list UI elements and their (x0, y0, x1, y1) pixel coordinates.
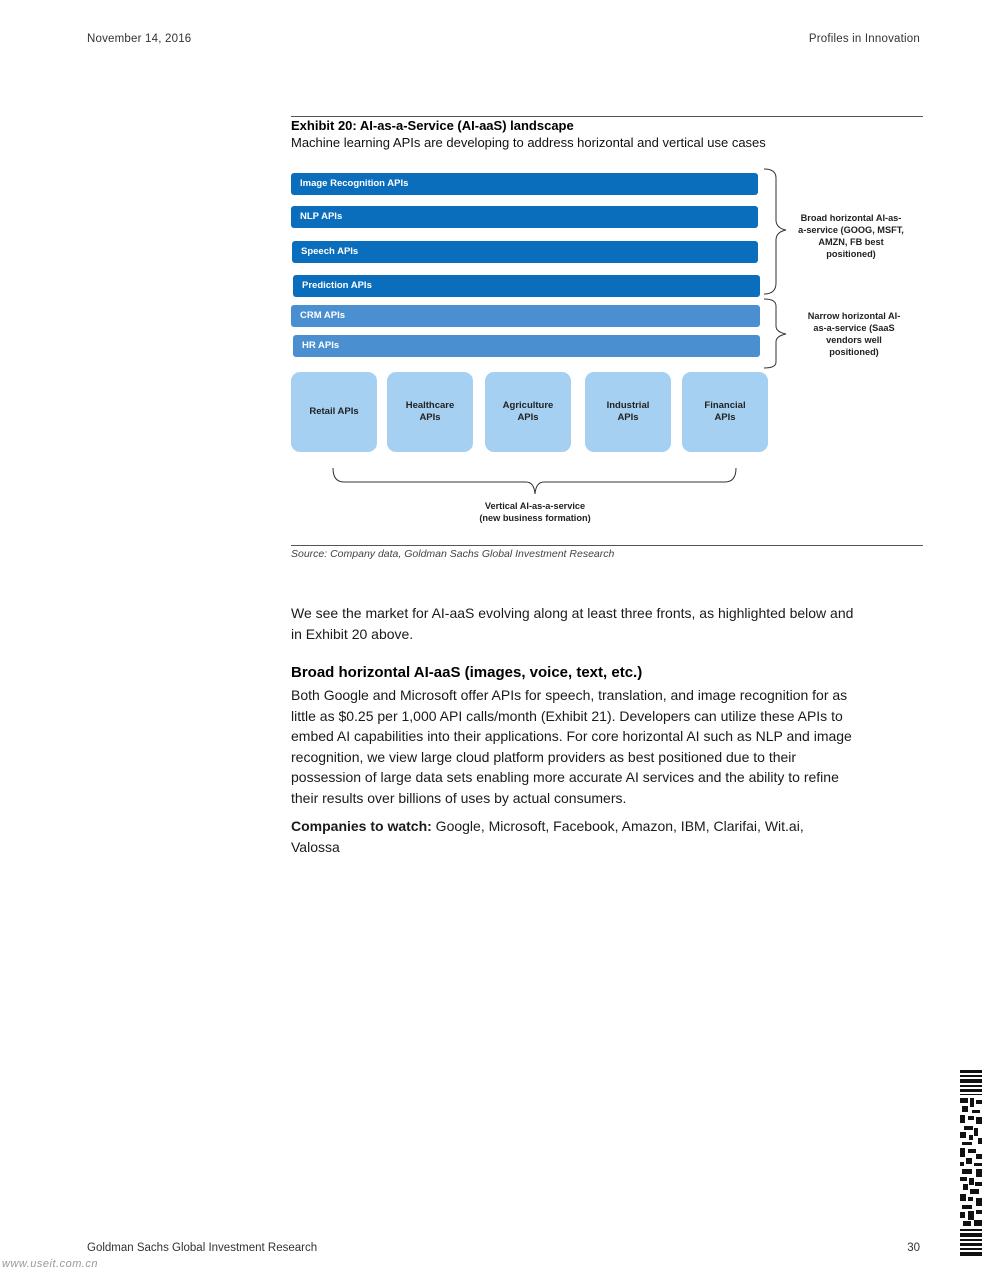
vertical-box-line: Agriculture (502, 399, 554, 411)
body-line: little as $0.25 per 1,000 API calls/month (Exhibit 21). Developers can utilize these APIs to (291, 707, 843, 724)
companies-to-watch (291, 816, 923, 857)
narrow-label-line: vendors well (826, 335, 882, 345)
vertical-box-line: APIs (517, 412, 539, 423)
broad-horizontal-label (787, 212, 915, 260)
companies-list: Google, Microsoft, Facebook, Amazon, IBM, Clarifai, Wit.ai, (431, 818, 804, 834)
exhibit-bottom-rule (291, 545, 923, 546)
vertical-brace-svg (330, 466, 740, 496)
broad-label-line: AMZN, FB best (818, 237, 884, 247)
header-series: Profiles in Innovation (808, 33, 920, 45)
vertical-brace (333, 468, 736, 494)
header-date: November 14, 2016 (87, 33, 192, 45)
exhibit-source: Source: Company data, Goldman Sachs Global Investment Research (291, 548, 615, 560)
narrow-label-line: Narrow horizontal AI- (807, 311, 901, 321)
narrow-brace (764, 299, 786, 368)
vertical-box-industrial (585, 372, 671, 452)
barcode-graphic (960, 1070, 982, 1256)
vertical-box-agriculture (485, 372, 571, 452)
companies-label: Companies to watch: (291, 818, 432, 834)
narrow-label-line: positioned) (829, 347, 879, 357)
intro-line: We see the market for AI-aaS evolving along at least three fronts, as highlighted below and (291, 605, 854, 621)
vertical-label-line: (new business formation) (479, 513, 591, 523)
bar-nlp: NLP APIs (291, 206, 758, 228)
body-line: recognition, we view large cloud platform providers as best positioned due to their (291, 748, 797, 765)
vertical-box-line: Retail APIs (309, 405, 359, 417)
exhibit-subtitle: Machine learning APIs are developing to address horizontal and vertical use cases (291, 135, 766, 150)
vertical-box-healthcare (387, 372, 473, 452)
vertical-label-line: Vertical AI-as-a-service (484, 501, 586, 511)
body-line: embed AI capabilities into their applications. For core horizontal AI such as NLP and image (291, 728, 852, 744)
broad-label-line: Broad horizontal AI-as- (800, 213, 902, 223)
page-number: 30 (907, 1242, 920, 1254)
companies-list-cont: Valossa (291, 838, 340, 855)
bar-hr: HR APIs (293, 335, 760, 357)
intro-line: in Exhibit 20 above. (291, 625, 414, 642)
vertical-box-financial (682, 372, 768, 452)
intro-paragraph (291, 603, 923, 644)
broad-label-line: positioned) (826, 249, 876, 259)
broad-label-line: a-service (GOOG, MSFT, (798, 225, 904, 235)
body-line: Both Google and Microsoft offer APIs for speech, translation, and image recognition for as (291, 687, 848, 703)
vertical-box-line: Healthcare (405, 399, 455, 411)
section-heading: Broad horizontal AI-aaS (images, voice, text, etc.) (291, 664, 643, 681)
narrow-label-line: as-a-service (SaaS (813, 323, 895, 333)
vertical-box-line: Industrial (606, 399, 650, 411)
bar-image-recognition: Image Recognition APIs (291, 173, 758, 195)
vertical-box-retail (291, 372, 377, 452)
narrow-horizontal-label (792, 310, 916, 358)
body-paragraph (291, 685, 923, 808)
braces-svg (762, 168, 792, 373)
vertical-box-line: APIs (617, 412, 639, 423)
broad-brace (764, 169, 786, 294)
vertical-box-line: APIs (714, 412, 736, 423)
vertical-box-line: APIs (419, 412, 441, 423)
bar-prediction: Prediction APIs (293, 275, 760, 297)
exhibit-title: Exhibit 20: AI-as-a-Service (AI-aaS) landscape (291, 118, 574, 133)
watermark: www.useit.com.cn (2, 1258, 99, 1270)
body-line: possession of large data sets enabling more accurate AI services and the ability to refine (291, 769, 839, 785)
body-line: their results over billions of uses by actual consumers. (291, 789, 627, 806)
vertical-box-line: Financial (704, 399, 746, 411)
footer-publisher: Goldman Sachs Global Investment Research (87, 1242, 318, 1254)
vertical-label (455, 500, 615, 524)
bar-crm: CRM APIs (291, 305, 760, 327)
bar-speech: Speech APIs (292, 241, 758, 263)
exhibit-top-rule (291, 116, 923, 117)
